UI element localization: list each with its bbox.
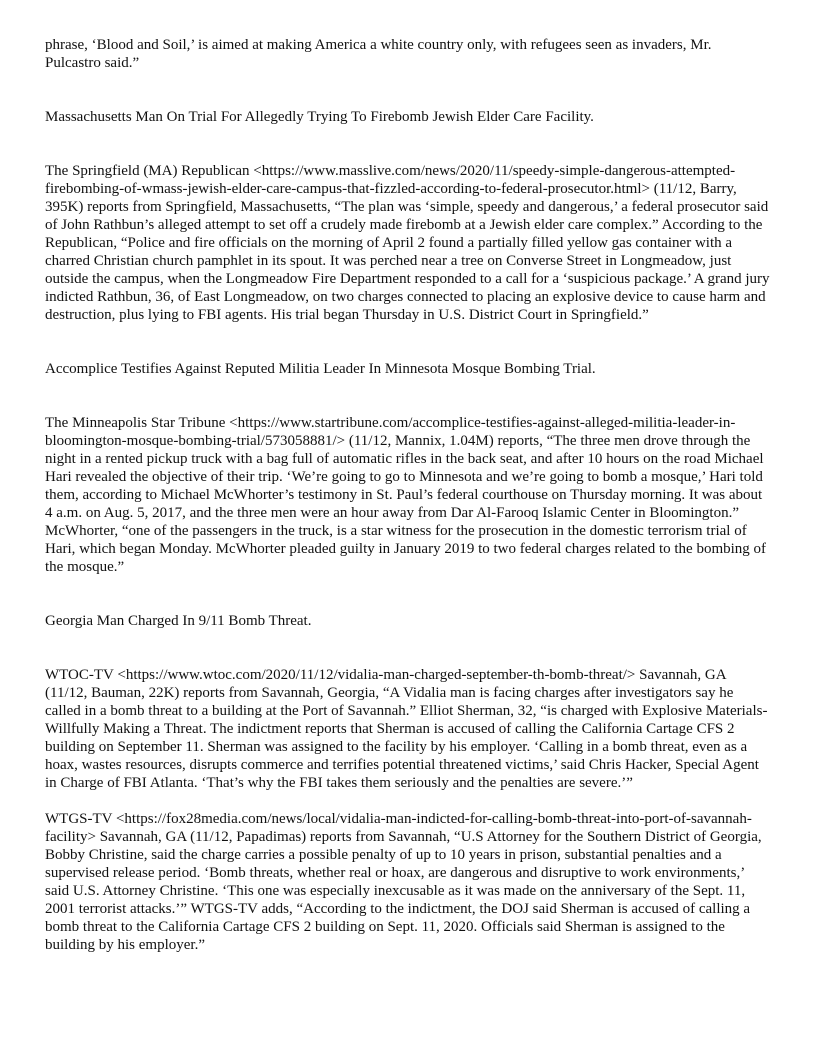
paragraph-wtgs-tv: WTGS-TV <https://fox28media.com/news/local/vidalia-man-indicted-for-calling-bomb-threat-into-port-of-savannah-facility> Savannah, GA (11/12, Papadimas) reports from Savannah, “U.S Attorney for the Southern District of Georgia, Bobby Christine, said the charge carries a possible penalty of up to 10 years in prison, substantial penalties and a supervised release period. ‘Bomb threats, whether real or hoax, are dangerous and disruptive to work environments,’ said U.S. Attorney Christine. ‘This one was especially inexcusable as it was made on the anniversary of the Sept. 11, 2001 terrorist attacks.’” WTGS-TV adds, “According to the indictment, the DOJ said Sherman is accused of calling a bomb threat to the California Cartage CFS 2 building on Sept. 11, 2020. Officials said Sherman is assigned to the building by his employer.” (45, 811, 762, 953)
headline-massachusetts-firebomb: Massachusetts Man On Trial For Allegedly Trying To Firebomb Jewish Elder Care Facility. (45, 109, 594, 125)
paragraph-star-tribune: The Minneapolis Star Tribune <https://www.startribune.com/accomplice-testifies-against-alleged-militia-leader-in-bloomington-mosque-bombing-trial/573058881/> (11/12, Mannix, 1.04M) reports, “The three men drove through the night in a rented pickup truck with a bag full of automatic rifles in the back seat, and after 10 hours on the road Michael Hari revealed the objective of their trip. ‘We’re going to go to Minnesota and we’re going to bomb a mosque,’ Hari told them, according to Michael McWhorter’s testimony in St. Paul’s federal courthouse on Thursday morning. It was about 4 a.m. on Aug. 5, 2017, and the three men were an hour away from Dar Al-Farooq Islamic Center in Bloomington.” McWhorter, “one of the passengers in the truck, is a star witness for the prosecution in the domestic terrorism trial of Hari, which began Monday. McWhorter pleaded guilty in January 2019 to two federal charges related to the bombing of the mosque.” (45, 415, 767, 575)
headline-georgia-bomb-threat: Georgia Man Charged In 9/11 Bomb Threat. (45, 613, 312, 629)
headline-minnesota-mosque: Accomplice Testifies Against Reputed Militia Leader In Minnesota Mosque Bombing Trial. (45, 361, 596, 377)
paragraph-continuation: phrase, ‘Blood and Soil,’ is aimed at making America a white country only, with refugees seen as invaders, Mr. Pulcastro said.” (45, 37, 712, 71)
paragraph-springfield-republican: The Springfield (MA) Republican <https://www.masslive.com/news/2020/11/speedy-simple-dangerous-attempted-firebombing-of-wmass-jewish-elder-care-campus-that-fizzled-according-to-federal-prosecutor.html> (11/12, Barry, 395K) reports from Springfield, Massachusetts, “The plan was ‘simple, speedy and dangerous,’ a federal prosecutor said of John Rathbun’s alleged attempt to set off a crudely made firebomb at a Jewish elder care complex.” According to the Republican, “Police and fire officials on the morning of April 2 found a partially filled yellow gas container with a charred Christian church pamphlet in its spout. It was perched near a tree on Converse Street in Longmeadow, just outside the campus, when the Longmeadow Fire Department responded to a call for a ‘suspicious package.’ A grand jury indicted Rathbun, 36, of East Longmeadow, on two charges connected to placing an explosive device to cause harm and destruction, plus lying to FBI agents. His trial began Thursday in U.S. District Court in Springfield.” (45, 163, 770, 323)
document-page (45, 36, 771, 954)
paragraph-wtoc-tv: WTOC-TV <https://www.wtoc.com/2020/11/12/vidalia-man-charged-september-th-bomb-threat/> Savannah, GA (11/12, Bauman, 22K) reports from Savannah, Georgia, “A Vidalia man is facing charges after investigators say he called in a bomb threat to a building at the Port of Savannah.” Elliot Sherman, 32, “is charged with Explosive Materials-Willfully Making a Threat. The indictment reports that Sherman is accused of calling the California Cartage CFS 2 building on September 11. Sherman was assigned to the facility by his employer. ‘Calling in a bomb threat, even as a hoax, wastes resources, disrupts commerce and terrifies potential threatened victims,’ said Chris Hacker, Special Agent in Charge of FBI Atlanta. ‘That’s why the FBI takes them seriously and the penalties are severe.’” (45, 667, 768, 791)
